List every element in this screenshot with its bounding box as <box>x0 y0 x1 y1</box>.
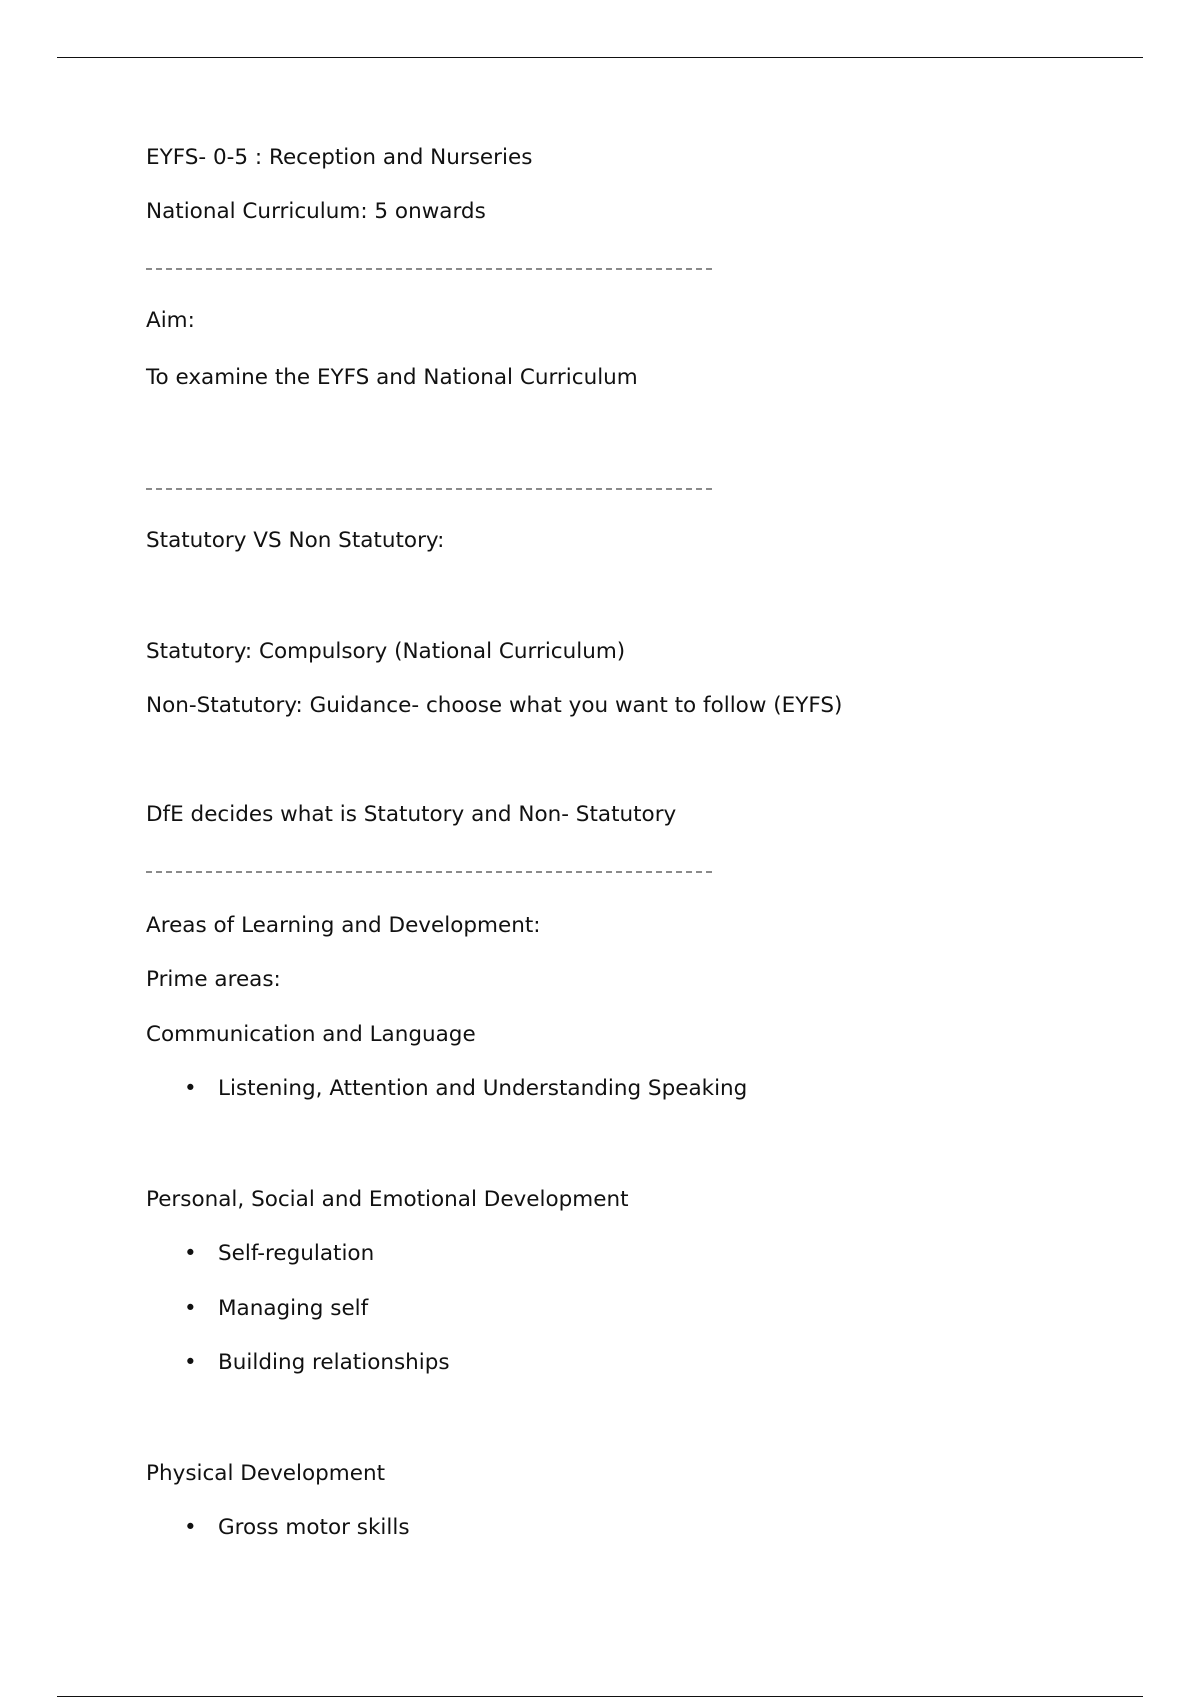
area-title: Personal, Social and Emotional Development <box>146 1187 629 1212</box>
page-bottom-rule <box>57 1696 1143 1697</box>
section-separator <box>146 488 712 490</box>
aim-heading: Aim: <box>146 308 195 333</box>
list-item-label: Listening, Attention and Understanding Speaking <box>218 1076 748 1101</box>
page-top-rule <box>57 57 1143 58</box>
statutory-heading: Statutory VS Non Statutory: <box>146 528 445 553</box>
bullet-icon: • <box>184 1076 197 1101</box>
section-separator <box>146 268 712 270</box>
non-statutory-line: Non-Statutory: Guidance- choose what you want to follow (EYFS) <box>146 693 843 718</box>
statutory-line: Statutory: Compulsory (National Curriculum) <box>146 639 626 664</box>
list-item-label: Building relationships <box>218 1350 450 1375</box>
list-item-label: Gross motor skills <box>218 1515 410 1540</box>
bullet-icon: • <box>184 1296 197 1321</box>
bullet-icon: • <box>184 1241 197 1266</box>
section-separator <box>146 871 712 873</box>
list-item-label: Self-regulation <box>218 1241 375 1266</box>
bullet-icon: • <box>184 1515 197 1540</box>
intro-national-curriculum: National Curriculum: 5 onwards <box>146 199 486 224</box>
bullet-icon: • <box>184 1350 197 1375</box>
intro-age-range: EYFS- 0-5 : Reception and Nurseries <box>146 145 533 170</box>
list-item-label: Managing self <box>218 1296 369 1321</box>
aim-text: To examine the EYFS and National Curriculum <box>146 365 638 390</box>
dfe-line: DfE decides what is Statutory and Non- Statutory <box>146 802 677 827</box>
prime-areas-heading: Prime areas: <box>146 967 281 992</box>
area-title: Communication and Language <box>146 1022 476 1047</box>
areas-heading: Areas of Learning and Development: <box>146 913 541 938</box>
area-title: Physical Development <box>146 1461 386 1486</box>
